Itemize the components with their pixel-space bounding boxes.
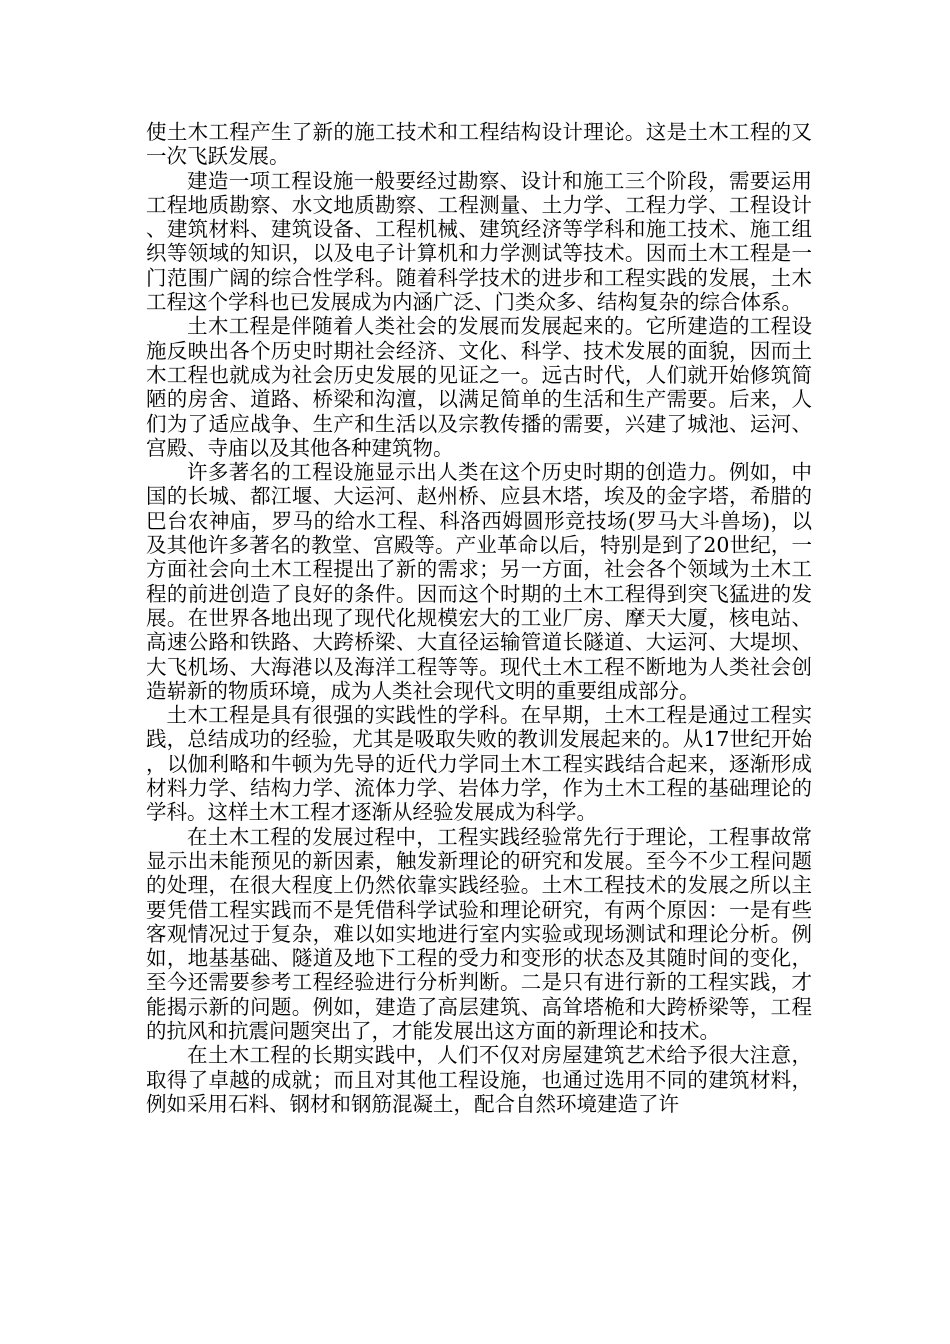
paragraph-7: 在土木工程的长期实践中，人们不仅对房屋建筑艺术给予很大注意，取得了卓越的成就；而且对其他工程设施，也通过选用不同的建筑材料，例如采用石料、钢材和钢筋混凝土，配合自然环境建造了许	[146, 1043, 812, 1116]
paragraph-5: 土木工程是具有很强的实践性的学科。在早期，土木工程是通过工程实践，总结成功的经验，尤其是吸取失败的教训发展起来的。从17世纪开始，以伽利略和牛顿为先导的近代力学同土木工程实践结合起来，逐渐形成材料力学、结构力学、流体力学、岩体力学，作为土木工程的基础理论的学科。这样土木工程才逐渐从经验发展成为科学。	[146, 703, 812, 825]
paragraph-4: 许多著名的工程设施显示出人类在这个历史时期的创造力。例如，中国的长城、都江堰、大运河、赵州桥、应县木塔，埃及的金字塔，希腊的巴台农神庙，罗马的给水工程、科洛西姆圆形竞技场(罗马大斗兽场)，以及其他许多著名的教堂、宫殿等。产业革命以后，特别是到了20世纪，一方面社会向土木工程提出了新的需求；另一方面，社会各个领域为土木工程的前进创造了良好的条件。因而这个时期的土木工程得到突飞猛进的发展。在世界各地出现了现代化规模宏大的工业厂房、摩天大厦，核电站、高速公路和铁路、大跨桥梁、大直径运输管道长隧道、大运河、大堤坝、大飞机场、大海港以及海洋工程等等。现代土木工程不断地为人类社会创造崭新的物质环境，成为人类社会现代文明的重要组成部分。	[146, 460, 812, 703]
paragraph-6: 在土木工程的发展过程中，工程实践经验常先行于理论，工程事故常显示出未能预见的新因素，触发新理论的研究和发展。至今不少工程问题的处理，在很大程度上仍然依靠实践经验。土木工程技术的发展之所以主要凭借工程实践而不是凭借科学试验和理论研究，有两个原因：一是有些客观情况过于复杂，难以如实地进行室内实验或现场测试和理论分析。例如，地基基础、隧道及地下工程的受力和变形的状态及其随时间的变化，至今还需要参考工程经验进行分析判断。二是只有进行新的工程实践，才能揭示新的问题。例如，建造了高层建筑、高耸塔桅和大跨桥梁等，工程的抗风和抗震问题突出了，才能发展出这方面的新理论和技术。	[146, 824, 812, 1043]
document-body	[146, 120, 812, 1116]
paragraph-1: 使土木工程产生了新的施工技术和工程结构设计理论。这是土木工程的又一次飞跃发展。	[146, 120, 812, 169]
paragraph-3: 土木工程是伴随着人类社会的发展而发展起来的。它所建造的工程设施反映出各个历史时期社会经济、文化、科学、技术发展的面貌，因而土木工程也就成为社会历史发展的见证之一。远古时代，人们就开始修筑简陋的房舍、道路、桥梁和沟澶，以满足简单的生活和生产需要。后来，人们为了适应战争、生产和生活以及宗教传播的需要，兴建了城池、运河、宫殿、寺庙以及其他各种建筑物。	[146, 314, 812, 460]
paragraph-2: 建造一项工程设施一般要经过勘察、设计和施工三个阶段，需要运用工程地质勘察、水文地质勘察、工程测量、土力学、工程力学、工程设计、建筑材料、建筑设备、工程机械、建筑经济等学科和施工技术、施工组织等领域的知识，以及电子计算机和力学测试等技术。因而土木工程是一门范围广阔的综合性学科。随着科学技术的进步和工程实践的发展，土木工程这个学科也已发展成为内涵广泛、门类众多、结构复杂的综合体系。	[146, 168, 812, 315]
